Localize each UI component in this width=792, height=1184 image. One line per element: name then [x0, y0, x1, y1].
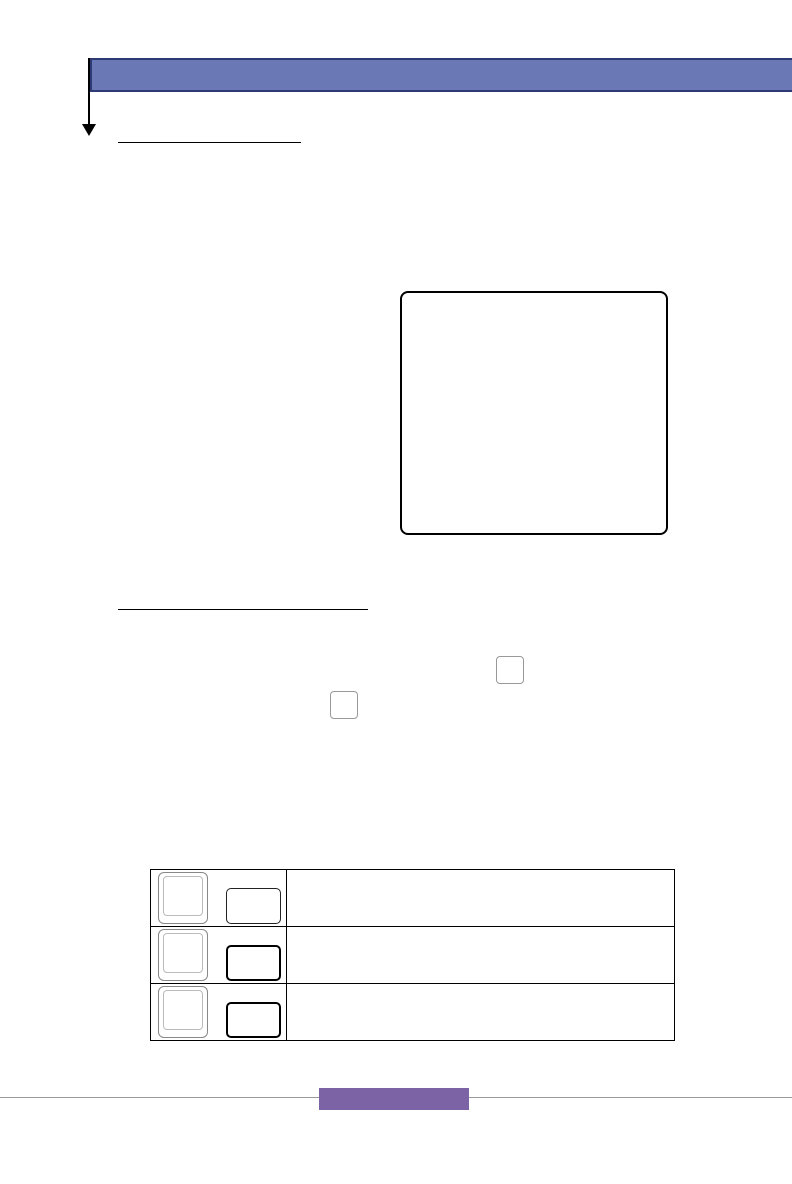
page-number-box	[319, 1088, 469, 1110]
windows-key-icon	[496, 656, 524, 684]
table-row	[151, 870, 675, 927]
key-combo-cell	[151, 927, 287, 984]
fn-key-icon	[158, 986, 208, 1038]
title-underline	[118, 142, 301, 143]
key-combo-cell	[151, 984, 287, 1041]
key-description	[287, 870, 675, 927]
header-bar	[90, 58, 792, 92]
key-combo-cell	[151, 870, 287, 927]
subsection-underline	[118, 609, 368, 610]
table-row	[151, 927, 675, 984]
f4-key-icon	[226, 1002, 281, 1038]
key-description	[287, 984, 675, 1041]
f3-key-icon	[226, 945, 281, 981]
fn-key-table	[150, 869, 675, 1041]
table-row	[151, 984, 675, 1041]
fn-key-icon	[158, 872, 208, 924]
header-marker-line	[88, 58, 90, 128]
numeric-keypad-illustration	[400, 291, 668, 535]
down-arrow-icon	[82, 124, 96, 136]
f2-key-icon	[226, 888, 281, 924]
key-description	[287, 927, 675, 984]
fn-key-icon	[158, 929, 208, 981]
windows-key-icon	[330, 691, 358, 719]
